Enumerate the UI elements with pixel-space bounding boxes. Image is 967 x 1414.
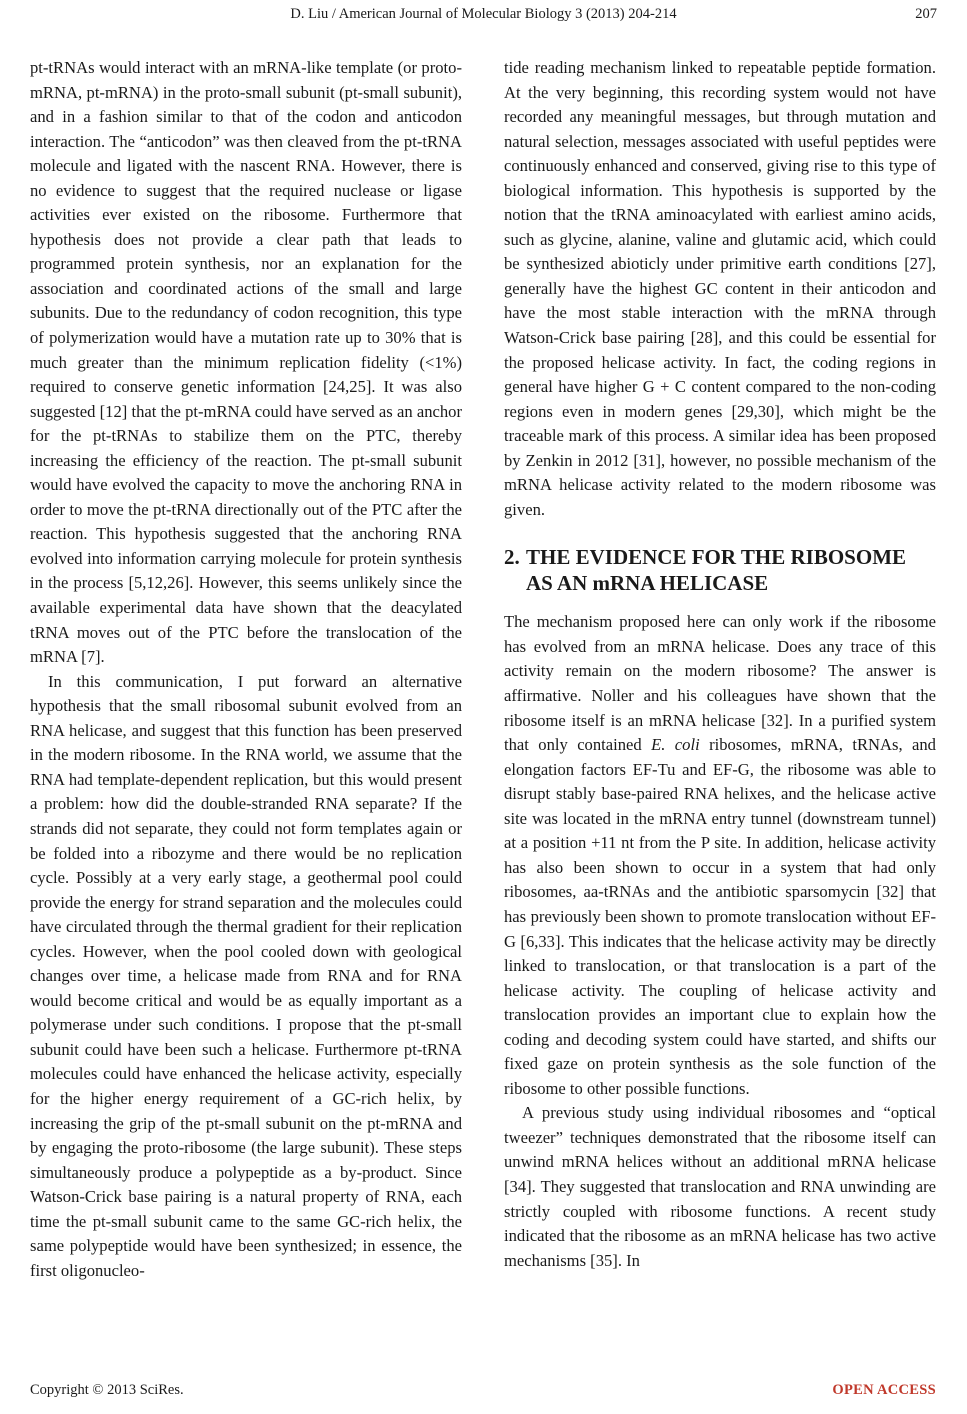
page-number: 207 [915,6,937,22]
left-paragraph-1: pt-tRNAs would interact with an mRNA-like template (or proto-mRNA, pt-mRNA) in the proto-small subunit (pt-small subunit), and in a fashion similar to that of the codon and anticodon interaction. The “anticodon” was then cleaved from the pt-tRNA molecule and ligated with the nascent RNA. However, there is no evidence to suggest that the required nuclease or ligase activities ever existed on the ribosome. Furthermore that hypothesis does not provide a clear path that leads to programmed protein synthesis, nor an explanation for the association and coordinated actions of the small and large subunits. Due to the redundancy of codon recognition, this type of polymerization would have a mutation rate up to 30% that is much greater than the minimum replication fidelity (<1%) required to conserve genetic information [24,25]. It was also suggested [12] that the pt-mRNA could have served as an anchor for the pt-tRNAs to stabilize them on the PTC, thereby increasing the efficiency of the reaction. The pt-small subunit would have evolved the capacity to move the anchoring RNA in order to move the pt-tRNA directionally out of the PTC after the reaction. This hypothesis suggested that the anchoring RNA evolved into information carrying molecule for protein synthesis in the process [5,12,26]. However, this seems unlikely since the available experimental data have shown that the deacylated tRNA moves out of the PTC before the translocation of the mRNA [7]. [30,58,462,667]
section-title-line-1: THE EVIDENCE FOR THE RIBOSOME [526,545,907,570]
open-access-label: OPEN ACCESS [832,1382,936,1398]
section-title-line-2: AS AN mRNA HELICASE [526,571,769,596]
section-number: 2. [504,545,520,570]
running-title: D. Liu / American Journal of Molecular Biology 3 (2013) 204-214 [290,6,677,22]
running-header [0,6,967,30]
right-column [504,56,936,1273]
left-column [30,56,462,1283]
right-paragraph-2-part-1: The mechanism proposed here can only work if the ribosome has evolved from an mRNA helicase. Does any trace of this activity remain on the modern ribosome? The answer is affirmative. Noller and his colleagues have shown that the ribosome itself is an mRNA helicase [32]. In a purified system that only contained [504,612,936,755]
left-paragraph-2: In this communication, I put forward an alternative hypothesis that the small ribosomal subunit evolved from an RNA helicase, and suggest that this function has been preserved in the modern ribosome. In the RNA world, we assume that the RNA had template-dependent replication, but this would present a problem: how did the double-stranded RNA separate? If the strands did not separate, they could not form templates again or be folded into a ribozyme and there would be no replication cycle. Possibly at a very early stage, a geothermal pool could provide the energy for strand separation and the molecules could have circulated through the thermal gradient for their replication cycles. However, when the pool cooled down with geological changes over time, a helicase made from RNA and for RNA would become critical and would be as equally important as a polymerase under such conditions. I propose that the pt-small subunit could have been such a helicase. Furthermore pt-tRNA molecules could have enhanced the helicase activity, especially for the higher energy requirement of a GC-rich helix, by increasing the grip of the pt-small subunit on the pt-mRNA and by engaging the proto-ribosome (the large subunit). These steps simultaneously produce a polypeptide as a by-product. Since Watson-Crick base pairing is a natural property of RNA, each time the pt-small subunit came to the same GC-rich helix, the same polypeptide would have been synthesized; in essence, the first oligonucleo- [30,671,462,1280]
right-paragraph-1: tide reading mechanism linked to repeatable peptide formation. At the very beginning, this recording system would not have recorded any meaningful messages, but through mutation and natural selection, messages associated with useful peptides were continuously enhanced and conserved, giving rise to this type of biological information. This hypothesis is supported by the notion that the tRNA aminoacylated with earliest amino acids, such as glycine, alanine, valine and glutamic acid, which could be synthesized abioticly under primitive earth conditions [27], generally have the highest GC content in their anticodon and have the most stable interaction with the mRNA through Watson-Crick base pairing [28], and this could be essential for the proposed helicase activity. In fact, the coding regions in general have higher G + C content compared to the non-coding regions even in modern genes [29,30], which might be the traceable mark of this process. A similar idea has been proposed by Zenkin in 2012 [31], however, no possible mechanism of the mRNA helicase activity related to the modern ribosome was given. [504,58,936,519]
copyright-notice: Copyright © 2013 SciRes. [30,1382,184,1398]
species-name: E. coli [651,735,700,755]
right-paragraph-2-part-2: ribosomes, mRNA, tRNAs, and elongation factors EF-Tu and EF-G, the ribosome was able to disrupt stably base-paired RNA helixes, and the helicase active site was located in the mRNA entry tunnel (downstream tunnel) at a position +11 nt from the P site. In addition, helicase activity has also been shown to occur in a system that had only ribosomes, aa-tRNAs and the antibiotic sparsomycin [32] that has previously been shown to promote translocation without EF-G [6,33]. This indicates that the helicase activity may be directly linked to translocation, or that translocation is a part of the helicase activity. The coupling of helicase activity and translocation provides an important clue to explain how the coding and decoding system could have started, and shifts our fixed gaze on protein synthesis as the sole function of the ribosome to other possible functions. [504,735,936,1098]
section-heading [504,544,936,596]
page-footer [30,1382,936,1406]
right-paragraph-3: A previous study using individual ribosomes and “optical tweezer” techniques demonstrated that the ribosome itself can unwind mRNA helices without an additional mRNA helicase [34]. They suggested that translocation and RNA unwinding are strictly coupled with ribosome functions. A recent study indicated that the ribosome as an mRNA helicase has two active mechanisms [35]. In [504,1103,936,1270]
right-paragraph-2 [504,610,936,1101]
